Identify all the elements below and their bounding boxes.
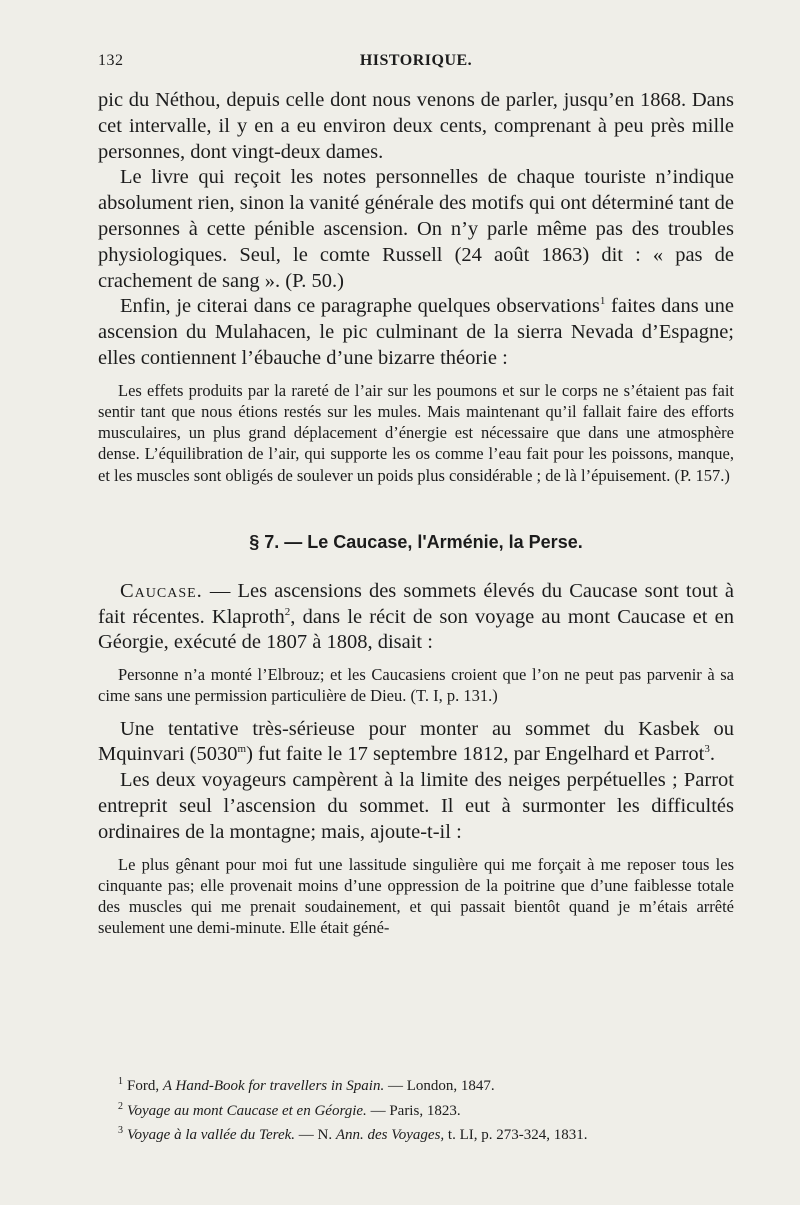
paragraph-1: pic du Néthou, depuis celle dont nous venons de parler, jusqu’en 1868. Dans cet intervalle, il y en a eu environ deux cents, comprenant à peu près mille personnes, dont vingt-deux dames. xyxy=(98,89,734,163)
quotation-1: Les effets produits par la rareté de l’air sur les poumons et sur le corps ne s’étaient pas fait sentir tant que nous étions restés sur les mules. Mais maintenant qu’il fallait faire des efforts musculaires, un plus grand déplacement d’énergie est nécessaire que dans une atmosphère dense. L’équilibration de l’air, qui supporte les os comme l’eau fait pour les poissons, manque, et les muscles sont obligés de soulever un poids plus considérable ; de là l’épuisement. (P. 157.) xyxy=(98,380,734,485)
paragraph-3-text-cont: faites dans une ascension du Mulahacen, le pic culminant de la sierra Nevada d’Espagne; elles contiennent l’ébauche d’une bizarre théorie : xyxy=(98,295,734,369)
footnote-ref-1[interactable]: 1 xyxy=(599,295,606,308)
paragraph-3-text: Enfin, je citerai dans ce paragraphe quelques observations xyxy=(120,295,600,318)
page-number: 132 xyxy=(98,52,124,69)
quotation-3: Le plus gênant pour moi fut une lassitude singulière qui me forçait à me reposer tous les cinquante pas; elle provenait moins d’une oppression de la poitrine que d’une faiblesse totale des muscles qui me prenait soudainement, et qui passait bientôt quand je m’étais arrêté seulement une demi-minute. Elle était géné- xyxy=(98,854,734,938)
paragraph-5-text-mid: ) fut faite le 17 septembre 1812, par Engelhard et Parrot xyxy=(246,743,705,766)
paragraph-4-lead: Caucase. xyxy=(120,579,203,602)
paragraph-4-text-cont: , dans le récit de son voyage au mont Caucase et en Géorgie, exécuté de 1807 à 1808, disait : xyxy=(98,605,734,654)
footnote-1: $^1$ Ford, A Hand-Book for travellers in Spain. — London, 1847. xyxy=(118,1076,495,1094)
footnote-2: $^2$ Voyage au mont Caucase et en Géorgie. — Paris, 1823. xyxy=(118,1100,461,1119)
paragraph-5-text: Une tentative très-sérieuse pour monter au sommet du Kasbek ou Mquinvari (5030 xyxy=(98,717,734,766)
section-heading: § 7. — Le Caucase, l'Arménie, la Perse. xyxy=(249,531,583,552)
paragraph-3 xyxy=(98,294,734,371)
running-header xyxy=(98,52,734,76)
paragraph-4 xyxy=(98,579,734,656)
paragraph-4-text: — Les ascensions des sommets élevés du Caucase sont tout à fait récentes. Klaproth xyxy=(98,579,734,628)
footnotes xyxy=(118,1072,734,1146)
page-body xyxy=(98,88,734,938)
unit-superscript: m xyxy=(237,743,247,756)
footnote-ref-3[interactable]: 3 xyxy=(704,743,710,756)
paragraph-2: Le livre qui reçoit les notes personnelles de chaque touriste n’indique absolument rien, sinon la vanité générale des motifs qui ont déterminé tant de personnes à cette pénible ascension. On n’y parle même pas des troubles physiologiques. Seul, le comte Russell (24 août 1863) dit : « pas de crachement de sang ». (P. 50.) xyxy=(98,166,734,292)
running-title: HISTORIQUE. xyxy=(359,52,473,69)
paragraph-5 xyxy=(98,717,734,769)
footnote-3: $^3$ Voyage à la vallée du Terek. — N. Ann. des Voyages, t. LI, p. 273-324, 1831. xyxy=(118,1125,588,1143)
footnote-ref-2[interactable]: 2 xyxy=(284,605,291,618)
paragraph-6: Les deux voyageurs campèrent à la limite des neiges perpétuelles ; Parrot entreprit seul l’ascension du sommet. Il eut à surmonter les difficultés ordinaires de la montagne; mais, ajoute-t-il : xyxy=(98,769,734,843)
quotation-2: Personne n’a monté l’Elbrouz; et les Caucasiens croient que l’on ne peut pas parvenir à sa cime sans une permission particulière de Dieu. (T. I, p. 131.) xyxy=(98,665,734,706)
paragraph-5-text-end: . xyxy=(709,743,715,766)
